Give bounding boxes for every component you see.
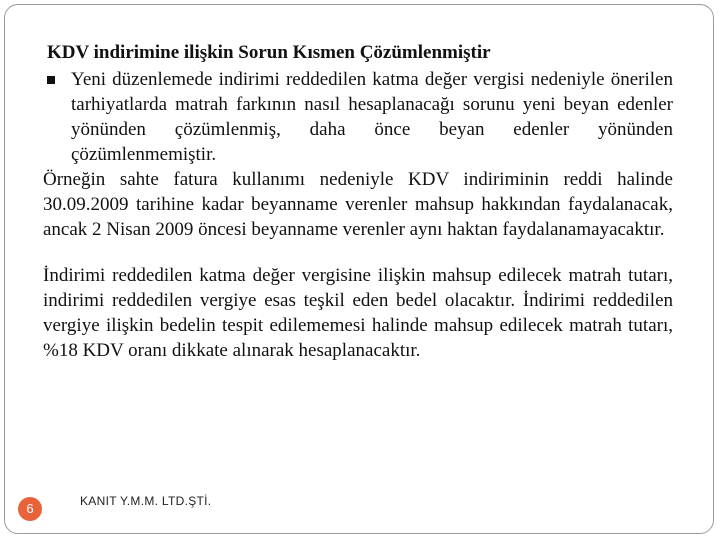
bullet-text: Yeni düzenlemede indirimi reddedilen katma değer vergisi nedeniyle önerilen tarhiyatlarda matrah farkının nasıl hesaplanacağı sorunu yeni beyan edenler yönünden çözümlenmiş, daha önce beyan edenler yönünden çözümlenmemiştir. <box>71 69 673 165</box>
page-number-badge: 6 <box>18 497 42 521</box>
slide-heading: KDV indirimine ilişkin Sorun Kısmen Çözümlenmiştir <box>47 42 491 63</box>
paragraph-offset-base: İndirimi reddedilen katma değer vergisine ilişkin mahsup edilecek matrah tutarı, indirimi reddedilen vergiye esas teşkil eden bedel olacaktır. İndirimi reddedilen vergiye ilişkin bedelin tespit edilememesi halinde mahsup edilecek matrah tutarı, %18 KDV oranı dikkate alınarak hesaplanacaktır. <box>43 265 673 361</box>
slide-content <box>43 40 673 363</box>
paragraph-example: Örneğin sahte fatura kullanımı nedeniyle KDV indiriminin reddi halinde 30.09.2009 tarihine kadar beyanname verenler mahsup hakkından faydalanacak, ancak 2 Nisan 2009 öncesi beyanname verenler aynı haktan faydalanamayacaktır. <box>43 169 673 240</box>
slide-frame <box>4 4 714 534</box>
square-bullet-icon <box>47 76 55 84</box>
footer-company: KANIT Y.M.M. LTD.ŞTİ. <box>80 494 212 508</box>
bullet-item <box>43 67 673 167</box>
